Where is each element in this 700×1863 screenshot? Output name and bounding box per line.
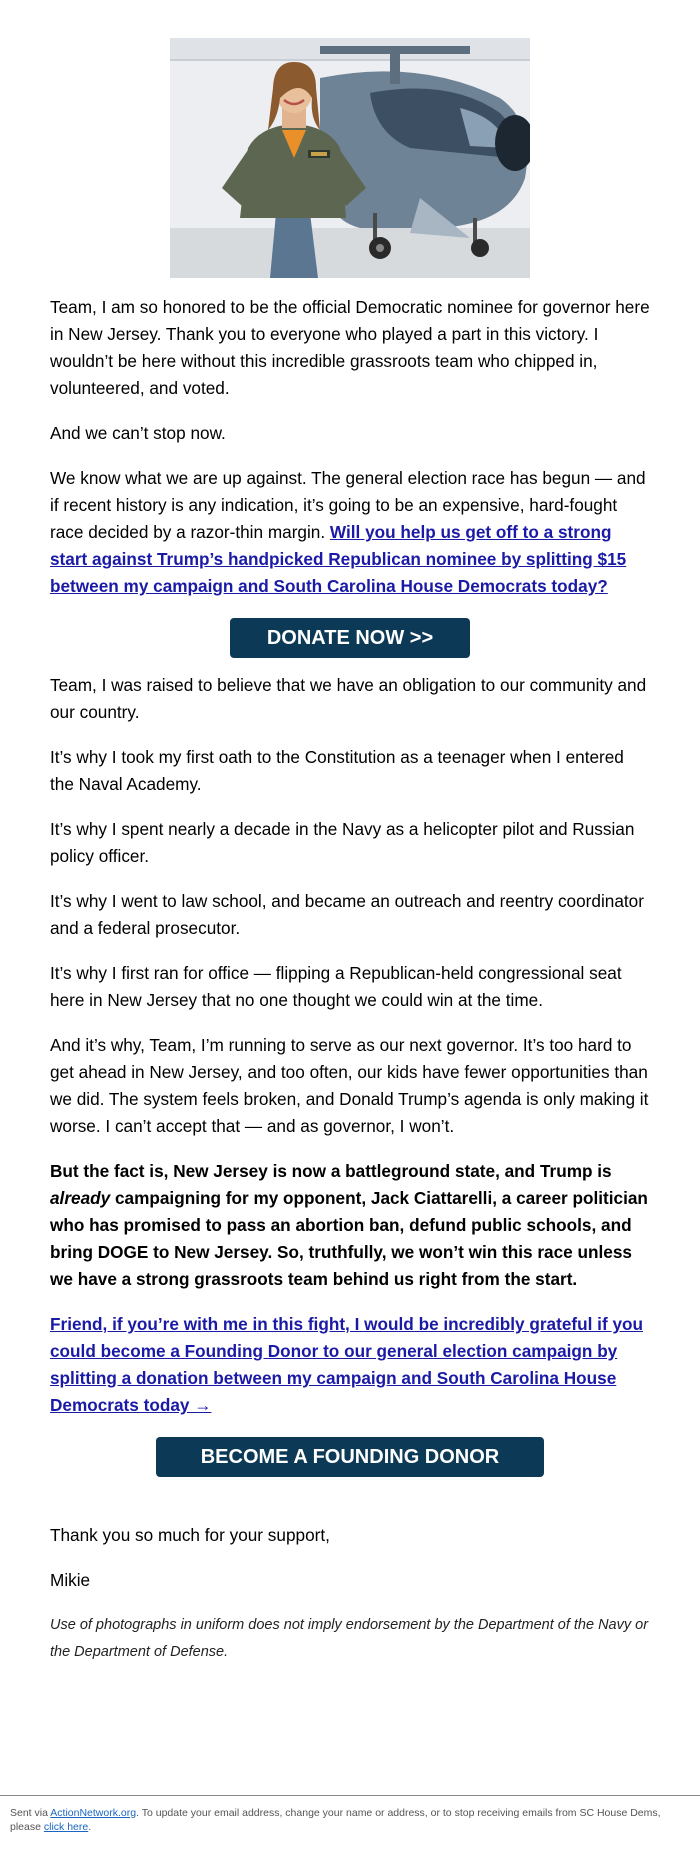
- paragraph-nominee: Team, I am so honored to be the official Democratic nominee for governor here in New Jersey. Thank you to everyone who played a part in this victory. I wouldn’t be here without this incredible grassroots team who chipped in, volunteered, and voted.: [50, 297, 650, 398]
- paragraph-oath: It’s why I took my first oath to the Constitution as a teenager when I entered the Naval Academy.: [50, 747, 624, 794]
- become-founding-donor-button[interactable]: BECOME A FOUNDING DONOR >>: [156, 1437, 544, 1477]
- paragraph-battleground: [50, 1158, 650, 1293]
- battleground-text-a: But the fact is, New Jersey is now a battleground state, and Trump is: [50, 1161, 612, 1181]
- paragraph-cant-stop: And we can’t stop now.: [50, 423, 226, 443]
- paragraph-law-school: It’s why I went to law school, and became an outreach and reentry coordinator and a federal prosecutor.: [50, 891, 644, 938]
- footer-suffix: .: [88, 1821, 92, 1833]
- footer-middle: . To update your email address, change your name or address, or to stop receiving emails from SC House Dems, please: [10, 1807, 661, 1833]
- battleground-emphasis: already: [50, 1188, 111, 1208]
- paragraph-navy: It’s why I spent nearly a decade in the Navy as a helicopter pilot and Russian policy officer.: [50, 819, 635, 866]
- paragraph-raised: Team, I was raised to believe that we have an obligation to our community and our country.: [50, 675, 647, 722]
- paragraph-ran-for-office: It’s why I first ran for office — flipping a Republican-held congressional seat here in New Jersey that no one thought we could win at the time.: [50, 963, 622, 1010]
- footer-prefix: Sent via: [10, 1807, 51, 1819]
- paragraph-next-governor: And it’s why, Team, I’m running to serve as our next governor. It’s too hard to get ahead in New Jersey, and too often, our kids have fewer opportunities than we did. The system feels broken, and Donald Trump’s agenda is only making it worse. I can’t accept that — and as governor, I won’t.: [50, 1035, 649, 1136]
- paragraph-thanks: Thank you so much for your support,: [50, 1525, 330, 1545]
- donate-now-button[interactable]: DONATE NOW >>: [230, 618, 470, 658]
- paragraph-up-against-text: We know what we are up against. The general election race has begun — and if recent history is any indication, it’s going to be an expensive, hard-fought race decided by a razor-thin margin.: [50, 468, 646, 542]
- donate-button-wrap: [50, 618, 650, 658]
- founding-button-wrap: [50, 1437, 650, 1508]
- battleground-text-b: campaigning for my opponent, Jack Ciattarelli, a career politician who has promised to pass an abortion ban, defund public schools, and bring DOGE to New Jersey. So, truthfully, we won’t win this race unless we have a strong grassroots team behind us right from the start.: [50, 1188, 648, 1289]
- hero-illustration: [170, 38, 530, 278]
- paragraph-founding-donor: [50, 1311, 650, 1419]
- signature: Mikie: [50, 1570, 91, 1590]
- footer-divider: [0, 1795, 700, 1796]
- founding-donor-link[interactable]: Friend, if you’re with me in this fight, I would be incredibly grateful if you could become a Founding Donor to our general election campaign by splitting a donation between my campaign and South Carolina House Democrats today →: [50, 1314, 644, 1415]
- hero-photo: [170, 38, 530, 278]
- footer: [10, 1806, 670, 1834]
- split-15-link[interactable]: Will you help us get off to a strong start against Trump’s handpicked Republican nominee by splitting $15 between my campaign and South Carolina House Democrats today?: [50, 522, 627, 596]
- email-body: [50, 38, 650, 1666]
- disclaimer: Use of photographs in uniform does not imply endorsement by the Department of the Navy or the Department of Defense.: [50, 1617, 649, 1660]
- paragraph-up-against: [50, 465, 650, 600]
- actionnetwork-link[interactable]: ActionNetwork.org: [50, 1807, 137, 1819]
- unsubscribe-link[interactable]: click here: [43, 1821, 89, 1833]
